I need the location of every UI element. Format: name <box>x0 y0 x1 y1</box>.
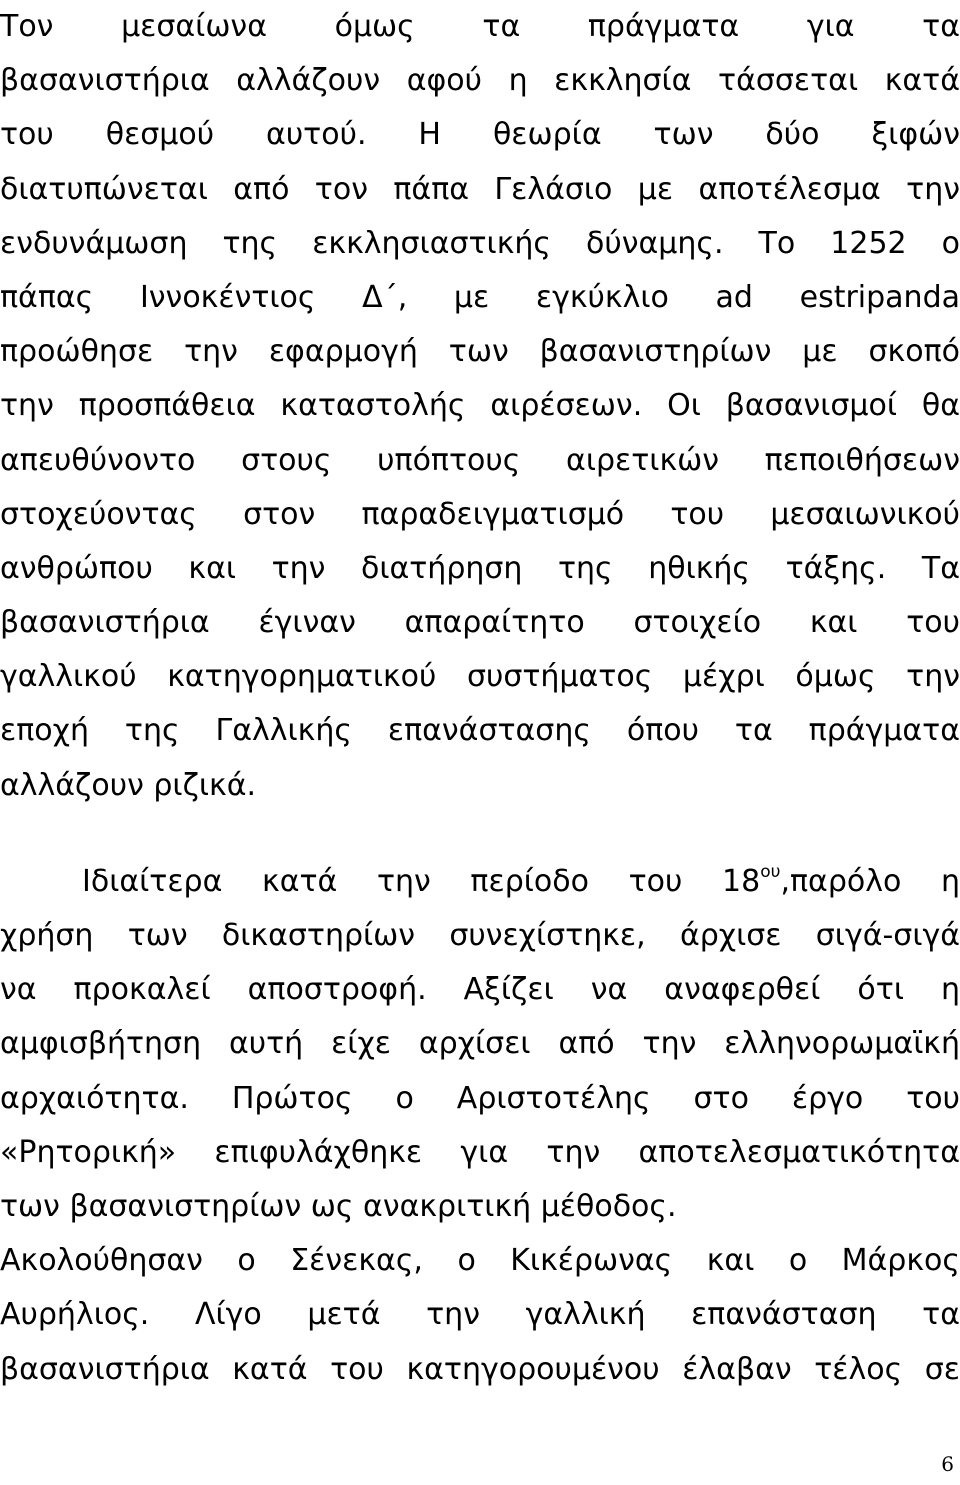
text-segment: ,παρόλο η <box>780 863 960 899</box>
text-line: αρχαιότητα. Πρώτος ο Αριστοτέλης στο έργο του <box>0 1080 960 1116</box>
text-line: χρήση των δικαστηρίων συνεχίστηκε, άρχισε σιγά-σιγά <box>0 918 960 953</box>
text-line: απευθύνοντο στους υπόπτους αιρετικών πεποιθήσεων <box>0 442 960 478</box>
text-line: Τον μεσαίωνα όμως τα πράγματα για τα <box>0 9 960 44</box>
text-line: του θεσμού αυτού. Η θεωρία των δύο ξιφών <box>0 117 960 153</box>
text-line: «Ρητορική» επιφυλάχθηκε για την αποτελεσματικότητα <box>0 1134 960 1170</box>
text-line: την προσπάθεια καταστολής αιρέσεων. Οι βασανισμοί θα <box>0 388 960 424</box>
page-number: 6 <box>941 1452 954 1476</box>
text-line: βασανιστήρια κατά του κατηγορουμένου έλαβαν τέλος σε <box>0 1351 960 1387</box>
paragraph-spacer <box>0 813 960 855</box>
text-line: των βασανιστηρίων ως ανακριτική μέθοδος. <box>0 1188 677 1224</box>
superscript-ordinal: ου <box>760 861 781 882</box>
text-line: στοχεύοντας στον παραδειγματισμό του μεσαιωνικού <box>0 496 960 532</box>
text-line: Ακολούθησαν ο Σένεκας, ο Κικέρωνας και ο Μάρκος <box>0 1243 960 1279</box>
text-line: ανθρώπου και την διατήρηση της ηθικής τάξης. Τα <box>0 550 960 586</box>
text-line: βασανιστήρια αλλάζουν αφού η εκκλησία τάσσεται κατά <box>0 63 960 99</box>
text-line: ενδυνάμωση της εκκλησιαστικής δύναμης. Το 1252 ο <box>0 225 960 261</box>
text-segment: Ιδιαίτερα κατά την περίοδο του 18 <box>82 863 761 899</box>
text-line: βασανιστήρια έγιναν απαραίτητο στοιχείο και του <box>0 605 960 641</box>
text-line: γαλλικού κατηγορηματικού συστήματος μέχρι όμως την <box>0 659 960 695</box>
text-line: διατυπώνεται από τον πάπα Γελάσιο με αποτέλεσμα την <box>0 171 960 207</box>
text-line: αλλάζουν ριζικά. <box>0 767 257 803</box>
text-line: Αυρήλιος. Λίγο μετά την γαλλική επανάσταση τα <box>0 1297 960 1333</box>
paragraph-18th-century <box>0 855 960 1397</box>
text-line: προώθησε την εφαρμογή των βασανιστηρίων με σκοπό <box>0 334 960 370</box>
text-line-first <box>0 855 960 909</box>
text-line: πάπας Ιννοκέντιος Δ΄, με εγκύκλιο ad estripanda <box>0 279 960 315</box>
text-line: αμφισβήτηση αυτή είχε αρχίσει από την ελληνορωμαϊκή <box>0 1026 960 1062</box>
text-line: εποχή της Γαλλικής επανάστασης όπου τα πράγματα <box>0 713 960 749</box>
text-line: να προκαλεί αποστροφή. Αξίζει να αναφερθεί ότι η <box>0 972 960 1008</box>
